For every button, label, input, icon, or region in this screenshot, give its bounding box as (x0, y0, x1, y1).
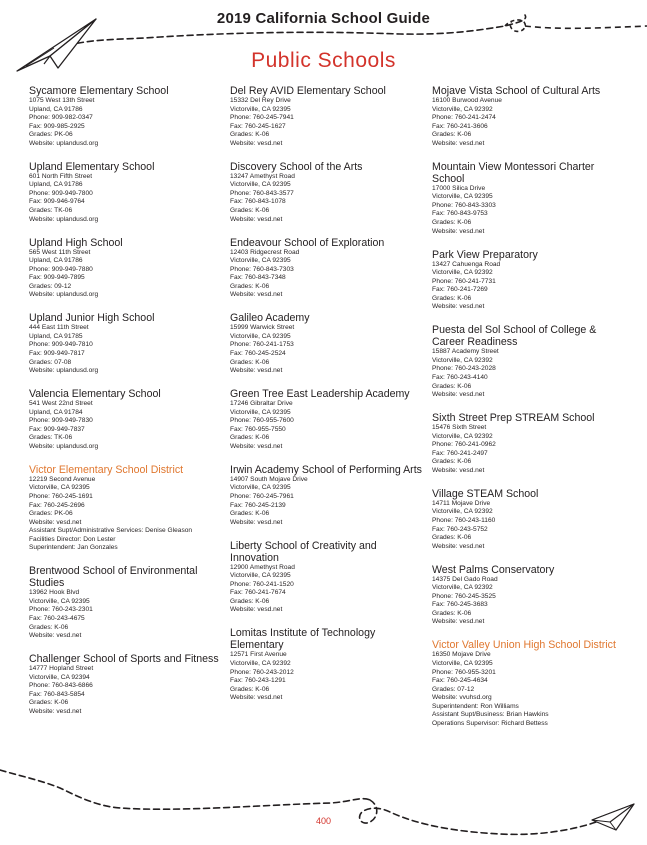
school-name: Lomitas Institute of Technology Elementary (230, 627, 376, 652)
school-detail-line: Grades: K-06 (432, 609, 472, 617)
school-name: Irwin Academy School of Performing Arts (230, 463, 422, 476)
school-detail-line: Grades: K-06 (432, 131, 472, 139)
section-title: Public Schools (251, 49, 396, 72)
school-detail-line: Grades: K-06 (432, 294, 472, 302)
school-detail-line: 14777 Hopland Street (29, 665, 94, 673)
school-detail-line: Upland, CA 91786 (29, 181, 83, 189)
school-entry (432, 564, 627, 627)
school-detail-line: Phone: 760-843-6866 (29, 682, 93, 690)
school-detail-line: Upland, CA 91786 (29, 257, 83, 265)
school-entry (29, 312, 224, 375)
school-entry (432, 249, 627, 312)
school-detail-line: Website: vesd.net (230, 518, 283, 526)
school-detail-line: Superintendent: Jan Gonzales (29, 544, 118, 552)
school-detail-line: Phone: 760-843-3303 (432, 201, 496, 209)
school-detail-line: Grades: K-06 (230, 282, 270, 290)
school-entry (230, 161, 425, 224)
school-name: Mountain View Montessori Charter School (432, 160, 595, 185)
school-detail-line: Website: vesd.net (230, 139, 283, 147)
school-detail-line: Phone: 760-243-2301 (29, 606, 93, 614)
school-column-1 (29, 85, 224, 729)
school-name: Sycamore Elementary School (29, 85, 169, 97)
school-detail-line: 14907 South Mojave Drive (230, 475, 308, 483)
school-detail-line: Fax: 760-245-2139 (230, 501, 286, 509)
school-detail-line: 12403 Ridgecrest Road (230, 248, 300, 256)
school-entry (230, 388, 425, 451)
school-name: Challenger School of Sports and Fitness (29, 653, 219, 666)
school-entry (29, 653, 224, 716)
school-detail-line: Grades: K-06 (432, 458, 472, 466)
school-detail-line: Fax: 760-245-2524 (230, 349, 286, 357)
school-detail-line: Phone: 760-241-1753 (230, 341, 294, 349)
school-detail-line: Website: uplandusd.org (29, 215, 99, 223)
school-detail-line: 12571 First Avenue (230, 651, 287, 659)
school-detail-line: Website: vesd.net (29, 632, 82, 640)
school-name: Village STEAM School (432, 487, 539, 500)
school-detail-line: Phone: 760-245-3525 (432, 592, 496, 600)
school-detail-line: Grades: K-06 (230, 510, 270, 518)
district-entry (432, 639, 627, 728)
district-name: Victor Valley Union High School District (432, 639, 616, 652)
school-detail-line: Website: vesd.net (432, 466, 485, 474)
school-detail-line: Website: uplandusd.org (29, 291, 99, 299)
school-detail-line: 15332 Del Rey Drive (230, 97, 291, 104)
school-detail-line: Fax: 760-241-7269 (432, 286, 488, 294)
school-detail-line: 17246 Gibraltar Drive (230, 400, 293, 408)
school-detail-line: Phone: 909-949-7810 (29, 341, 93, 349)
school-detail-line: Victorville, CA 92395 (29, 597, 90, 605)
school-detail-line: Fax: 760-843-5854 (29, 690, 85, 698)
school-detail-line: Phone: 760-955-3201 (432, 668, 496, 676)
school-detail-line: Phone: 760-955-7600 (230, 417, 294, 425)
school-detail-line: Grades: K-06 (230, 206, 270, 214)
school-detail-line: Victorville, CA 92392 (432, 269, 493, 277)
school-detail-line: Victorville, CA 92395 (230, 105, 291, 113)
school-detail-line: Victorville, CA 92395 (432, 193, 493, 201)
school-detail-line: Fax: 760-243-4675 (29, 614, 85, 622)
school-detail-line: Phone: 760-243-2028 (432, 365, 496, 373)
school-detail-line: 12219 Second Avenue (29, 475, 96, 483)
page-number: 400 (315, 816, 332, 826)
school-detail-line: Assistant Supt/Administrative Services: Denise Gleason (29, 527, 193, 535)
school-detail-line: Fax: 760-241-2497 (432, 449, 488, 457)
school-entry (432, 488, 627, 551)
school-entry (230, 464, 425, 527)
school-entry (29, 237, 224, 300)
school-detail-line: Grades: K-06 (29, 623, 69, 631)
school-name: Park View Preparatory (432, 248, 538, 261)
school-detail-line: 16350 Mojave Drive (432, 651, 491, 659)
school-detail-line: 15999 Warwick Street (230, 324, 295, 332)
district-name: Victor Elementary School District (29, 463, 184, 476)
school-name: Endeavour School of Exploration (230, 236, 385, 249)
school-detail-line: Grades: K-06 (29, 699, 69, 707)
school-detail-line: Website: uplandusd.org (29, 442, 99, 450)
school-detail-line: Fax: 760-245-3683 (432, 601, 488, 609)
guide-title: 2019 California School Guide (216, 10, 431, 27)
school-detail-line: 1075 West 13th Street (29, 97, 95, 104)
school-detail-line: Superintendent: Ron Williams (432, 702, 519, 710)
school-detail-line: Website: vesd.net (230, 367, 283, 375)
school-name: Sixth Street Prep STREAM School (432, 412, 595, 425)
school-detail-line: Phone: 760-241-7731 (432, 277, 496, 285)
school-detail-line: Fax: 909-985-2925 (29, 122, 85, 130)
school-detail-line: Victorville, CA 92395 (230, 408, 291, 416)
school-entry (230, 540, 425, 615)
school-detail-line: Fax: 760-245-4634 (432, 677, 488, 685)
school-detail-line: 601 North Fifth Street (29, 172, 93, 180)
school-detail-line: Victorville, CA 92392 (432, 584, 493, 592)
school-detail-line: Grades: K-06 (230, 597, 270, 605)
school-detail-line: Victorville, CA 92394 (29, 673, 90, 681)
school-detail-line: Website: vesd.net (432, 227, 485, 235)
school-detail-line: Fax: 909-946-9764 (29, 198, 85, 206)
school-detail-line: Victorville, CA 92395 (230, 332, 291, 340)
school-detail-line: Fax: 760-843-1078 (230, 198, 286, 206)
school-detail-line: Website: vesd.net (230, 215, 283, 223)
school-detail-line: Phone: 760-245-7961 (230, 493, 294, 500)
school-detail-line: Phone: 760-243-1160 (432, 517, 496, 524)
school-detail-line: Facilities Director: Don Lester (29, 535, 116, 543)
school-detail-line: 12900 Amethyst Road (230, 563, 295, 571)
school-detail-line: Grades: PK-06 (29, 510, 73, 518)
school-name: Upland Elementary School (29, 160, 155, 173)
school-detail-line: Victorville, CA 92392 (230, 660, 291, 668)
school-detail-line: Fax: 909-949-7895 (29, 274, 85, 282)
school-column-2 (230, 85, 425, 715)
school-detail-line: Website: vesd.net (230, 694, 283, 702)
school-name: Discovery School of the Arts (230, 160, 363, 173)
school-detail-line: Upland, CA 91784 (29, 408, 83, 416)
school-detail-line: Website: vesd.net (230, 291, 283, 299)
school-detail-line: Victorville, CA 92392 (432, 105, 493, 113)
school-detail-line: Website: vesd.net (432, 139, 485, 147)
school-entry (29, 565, 224, 640)
school-detail-line: Phone: 909-949-7830 (29, 417, 93, 425)
school-detail-line: Fax: 760-243-5752 (432, 525, 488, 533)
school-detail-line: 13247 Amethyst Road (230, 172, 295, 180)
school-entry (230, 627, 425, 702)
school-detail-line: Grades: K-06 (230, 685, 270, 693)
school-detail-line: 541 West 22nd Street (29, 400, 93, 408)
school-detail-line: Website: vesd.net (432, 618, 485, 626)
school-detail-line: Website: vvuhsd.org (432, 694, 492, 702)
school-detail-line: Phone: 909-949-7880 (29, 265, 93, 273)
school-detail-line: Grades: TK-06 (29, 206, 73, 214)
school-detail-line: 15476 Sixth Street (432, 424, 487, 432)
school-name: Upland Junior High School (29, 312, 155, 325)
school-detail-line: Fax: 909-949-7817 (29, 349, 85, 357)
school-detail-line: Fax: 760-243-1291 (230, 677, 286, 685)
school-entry (230, 85, 425, 148)
school-detail-line: 13962 Hook Blvd (29, 589, 80, 597)
school-detail-line: Victorville, CA 92395 (230, 257, 291, 265)
school-detail-line: Phone: 760-843-3577 (230, 189, 294, 197)
school-detail-line: Website: vesd.net (432, 391, 485, 399)
district-entry (29, 464, 224, 553)
school-detail-line: Assistant Supt/Business: Brian Hawkins (432, 711, 549, 719)
school-entry (230, 237, 425, 300)
school-detail-line: Grades: K-06 (432, 534, 472, 542)
school-detail-line: Phone: 760-243-2012 (230, 668, 294, 676)
school-name: Liberty School of Creativity and Innovation (230, 539, 377, 564)
school-detail-line: Fax: 909-949-7837 (29, 425, 85, 433)
school-name: Valencia Elementary School (29, 388, 161, 401)
school-detail-line: Grades: 07-12 (432, 685, 475, 693)
school-detail-line: Upland, CA 91785 (29, 332, 83, 340)
school-entry (432, 161, 627, 236)
school-detail-line: Grades: TK-06 (29, 434, 73, 442)
school-entry (29, 388, 224, 451)
school-detail-line: Fax: 760-843-7348 (230, 274, 286, 282)
school-detail-line: Website: vesd.net (432, 542, 485, 550)
school-detail-line: Upland, CA 91786 (29, 105, 83, 113)
school-name: Green Tree East Leadership Academy (230, 388, 410, 401)
school-detail-line: Fax: 760-245-2696 (29, 501, 85, 509)
school-detail-line: Victorville, CA 92392 (432, 508, 493, 516)
school-detail-line: 14375 Del Gado Road (432, 575, 498, 583)
school-detail-line: 13427 Cahuenga Road (432, 260, 501, 268)
school-name: Mojave Vista School of Cultural Arts (432, 85, 601, 97)
school-detail-line: 14711 Mojave Drive (432, 499, 491, 507)
school-detail-line: Phone: 760-241-1520 (230, 580, 294, 588)
school-column-3 (432, 85, 627, 741)
school-detail-line: Fax: 760-245-1627 (230, 122, 286, 130)
school-detail-line: Grades: K-06 (432, 382, 472, 390)
school-name: Puesta del Sol School of College & Career Readiness (432, 324, 597, 349)
school-detail-line: Operations Supervisor: Richard Bettess (432, 719, 548, 727)
school-entry (29, 161, 224, 224)
school-detail-line: Victorville, CA 92392 (432, 432, 493, 440)
school-detail-line: Grades: K-06 (230, 358, 270, 366)
school-name: Galileo Academy (230, 312, 310, 325)
school-detail-line: Victorville, CA 92392 (432, 356, 493, 364)
school-detail-line: Fax: 760-843-9753 (432, 210, 488, 218)
school-detail-line: Phone: 909-982-0347 (29, 114, 93, 122)
school-entry (230, 312, 425, 375)
school-detail-line: 565 West 11th Street (29, 248, 91, 256)
school-detail-line: Website: vesd.net (432, 303, 485, 311)
school-detail-line: Grades: 07-08 (29, 358, 72, 366)
school-detail-line: 16100 Burwood Avenue (432, 97, 502, 104)
school-detail-line: Website: vesd.net (230, 442, 283, 450)
school-detail-line: Phone: 760-241-0962 (432, 441, 496, 449)
school-detail-line: Fax: 760-243-4140 (432, 373, 488, 381)
school-detail-line: Fax: 760-955-7550 (230, 425, 286, 433)
school-detail-line: Grades: K-06 (230, 131, 270, 139)
school-detail-line: Victorville, CA 92395 (230, 484, 291, 492)
school-entry (432, 324, 627, 399)
school-detail-line: Website: uplandusd.org (29, 139, 99, 147)
school-name: West Palms Conservatory (432, 563, 555, 576)
school-detail-line: Grades: K-06 (432, 218, 472, 226)
school-detail-line: Grades: K-06 (230, 434, 270, 442)
school-detail-line: 15887 Academy Street (432, 348, 499, 356)
school-detail-line: 444 East 11th Street (29, 324, 89, 332)
school-entry (432, 412, 627, 475)
school-detail-line: Fax: 760-241-7674 (230, 589, 286, 597)
school-name: Del Rey AVID Elementary School (230, 85, 386, 97)
school-name: Brentwood School of Environmental Studies (29, 565, 198, 590)
school-entry (29, 85, 224, 148)
school-detail-line: Victorville, CA 92395 (432, 660, 493, 668)
school-detail-line: Website: vesd.net (29, 518, 82, 526)
school-detail-line: Phone: 760-245-7941 (230, 114, 294, 122)
school-detail-line: Phone: 760-245-1691 (29, 493, 93, 500)
school-detail-line: Phone: 909-949-7800 (29, 189, 93, 197)
school-detail-line: Phone: 760-241-2474 (432, 114, 496, 122)
school-detail-line: Website: vesd.net (29, 707, 82, 715)
school-detail-line: Phone: 760-843-7303 (230, 265, 294, 273)
school-detail-line: Victorville, CA 92395 (230, 181, 291, 189)
school-detail-line: Grades: PK-06 (29, 131, 73, 139)
school-detail-line: Grades: 09-12 (29, 282, 72, 290)
school-detail-line: Fax: 760-241-3606 (432, 122, 488, 130)
school-detail-line: Victorville, CA 92395 (29, 484, 90, 492)
school-detail-line: Victorville, CA 92395 (230, 572, 291, 580)
school-detail-line: 17000 Silica Drive (432, 184, 486, 192)
school-detail-line: Website: vesd.net (230, 606, 283, 614)
school-entry (432, 85, 627, 148)
school-detail-line: Website: uplandusd.org (29, 367, 99, 375)
school-name: Upland High School (29, 236, 123, 249)
